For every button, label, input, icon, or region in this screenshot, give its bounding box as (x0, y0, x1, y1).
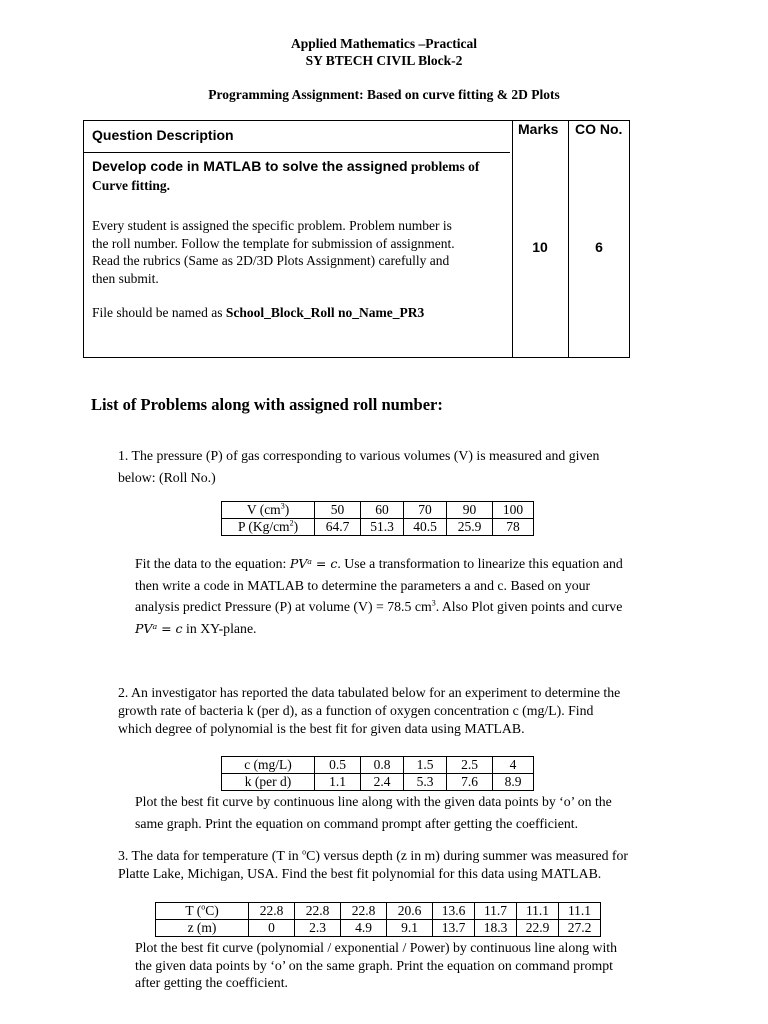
table-row (222, 774, 534, 791)
table-cell: 60 (361, 502, 404, 519)
table-row (222, 502, 534, 519)
table-cell: 22.9 (517, 920, 559, 937)
row-label: P $(Kg/cm^2)$ (222, 519, 315, 536)
problem-2-statement (118, 684, 678, 738)
file-naming (92, 305, 424, 321)
equation: PVᵃ = c (135, 620, 183, 636)
row-label: T ($^o$C) (156, 903, 249, 920)
col-header-description: Question Description (92, 127, 234, 143)
problem-3-task (135, 939, 678, 992)
table-cell: 11.7 (475, 903, 517, 920)
text-line: below: (Roll No.) (118, 469, 216, 485)
text-line: Fit the data to the equation: PVᵃ = c. Use a transformation to linearize this equation and (135, 556, 623, 571)
table-cell: 100 (493, 502, 534, 519)
list-heading: List of Problems along with assigned roll number: (91, 395, 443, 414)
text-line: Plot the best fit curve by continuous line along with the given data points by ‘o’ on the (135, 794, 612, 809)
text-line: Platte Lake, Michigan, USA. Find the best fit polynomial for this data using MATLAB. (118, 866, 602, 881)
table-cell: 7.6 (447, 774, 493, 791)
row-label: k (per d) (222, 774, 315, 791)
table-row (156, 920, 601, 937)
table-cell: 0.5 (315, 757, 361, 774)
table-cell: 4 (493, 757, 534, 774)
table-cell: 27.2 (559, 920, 601, 937)
table-cell: 2.5 (447, 757, 493, 774)
text-line: which degree of polynomial is the best fit for given data using MATLAB. (118, 721, 525, 736)
table-cell: 11.1 (517, 903, 559, 920)
table-cell: 2.3 (295, 920, 341, 937)
assignment-title: Programming Assignment: Based on curve fitting & 2D Plots (208, 87, 560, 102)
table-cell: 22.8 (341, 903, 387, 920)
table-cell: 13.6 (433, 903, 475, 920)
text-line: 1. The pressure (P) of gas corresponding to various volumes (V) is measured and given (118, 448, 600, 463)
equation: PVᵃ = c (289, 556, 338, 571)
table-cell: 18.3 (475, 920, 517, 937)
problem-3-statement (118, 847, 678, 883)
table-cell: 0 (249, 920, 295, 937)
problem-1-task (135, 553, 678, 639)
problem-1-statement (118, 445, 678, 488)
table-cell: 25.9 (447, 519, 493, 536)
table-cell: 11.1 (559, 903, 601, 920)
question-title (92, 158, 479, 175)
row-label: V $(cm^3)$ (222, 502, 315, 519)
table-cell: 50 (315, 502, 361, 519)
problem-2-table (221, 756, 534, 791)
question-table (83, 120, 630, 358)
text-line: Plot the best fit curve (polynomial / exponential / Power) by continuous line along with (135, 940, 618, 955)
table-cell: 4.9 (341, 920, 387, 937)
table-cell: 22.8 (249, 903, 295, 920)
text-line: 3. The data for temperature (T in $^o$C) versus depth (z in m) during summer was measured for (118, 847, 629, 863)
doc-subtitle: SY BTECH CIVIL Block-2 (305, 53, 463, 68)
file-naming-prefix: File should be named as (92, 305, 226, 320)
text-line: the given data points by ‘o’ on the same graph. Print the equation on command prompt (135, 957, 613, 973)
text-line: growth rate of bacteria k (per d), as a function of oxygen concentration c (mg/L). Find (118, 703, 594, 718)
table-cell: 20.6 (387, 903, 433, 920)
table-cell: 2.4 (361, 774, 404, 791)
table-cell: 90 (447, 502, 493, 519)
text-line: after getting the coefficient. (135, 975, 288, 990)
table-cell: 0.8 (361, 757, 404, 774)
instruction-line: the roll number. Follow the template for submission of assignment. (92, 235, 455, 251)
table-row (222, 519, 534, 536)
file-naming-pattern: School_Block_Roll no_Name_PR3 (225, 305, 425, 320)
table-cell: 64.7 (315, 519, 361, 536)
table-cell: 51.3 (361, 519, 404, 536)
table-cell: 8.9 (493, 774, 534, 791)
problem-3-table (155, 902, 601, 937)
table-cell: 5.3 (404, 774, 447, 791)
table-cell: 22.8 (295, 903, 341, 920)
table-cell: 13.7 (433, 920, 475, 937)
text-line: then write a code in MATLAB to determine the parameters a and c. Based on your (135, 577, 591, 593)
question-title-part1: Develop code in MATLAB to solve the assigned (92, 158, 408, 174)
question-title-part2: problems of (407, 159, 480, 174)
col-header-marks: Marks (518, 121, 559, 137)
instruction-line: then submit. (92, 270, 159, 286)
text-line: PVᵃ = c in XY-plane. (135, 620, 257, 636)
text-line: analysis predict Pressure (P) at volume (V) = 78.5 $cm^3$. Also Plot given points and curve (135, 598, 623, 614)
col-header-co: CO No. (575, 121, 623, 137)
table-cell: 78 (493, 519, 534, 536)
row-label: c (mg/L) (222, 757, 315, 774)
row-label: z (m) (156, 920, 249, 937)
table-cell: 1.5 (404, 757, 447, 774)
instruction-line: Read the rubrics (Same as 2D/3D Plots Assignment) carefully and (92, 253, 450, 268)
table-cell: 1.1 (315, 774, 361, 791)
table-row (156, 903, 601, 920)
co-value: 6 (595, 239, 603, 255)
table-row (222, 757, 534, 774)
table-cell: 40.5 (404, 519, 447, 536)
instruction-line: Every student is assigned the specific problem. Problem number is (92, 218, 452, 233)
problem-2-task (135, 791, 678, 834)
doc-title: Applied Mathematics –Practical (291, 36, 477, 51)
table-cell: 70 (404, 502, 447, 519)
text-line: 2. An investigator has reported the data tabulated below for an experiment to determine the (118, 685, 621, 700)
marks-value: 10 (532, 239, 548, 255)
question-instructions (92, 217, 455, 287)
table-cell: 9.1 (387, 920, 433, 937)
text-line: same graph. Print the equation on command prompt after getting the coefficient. (135, 815, 579, 831)
problem-1-table (221, 501, 534, 536)
question-title-line2: Curve fitting. (92, 178, 170, 193)
